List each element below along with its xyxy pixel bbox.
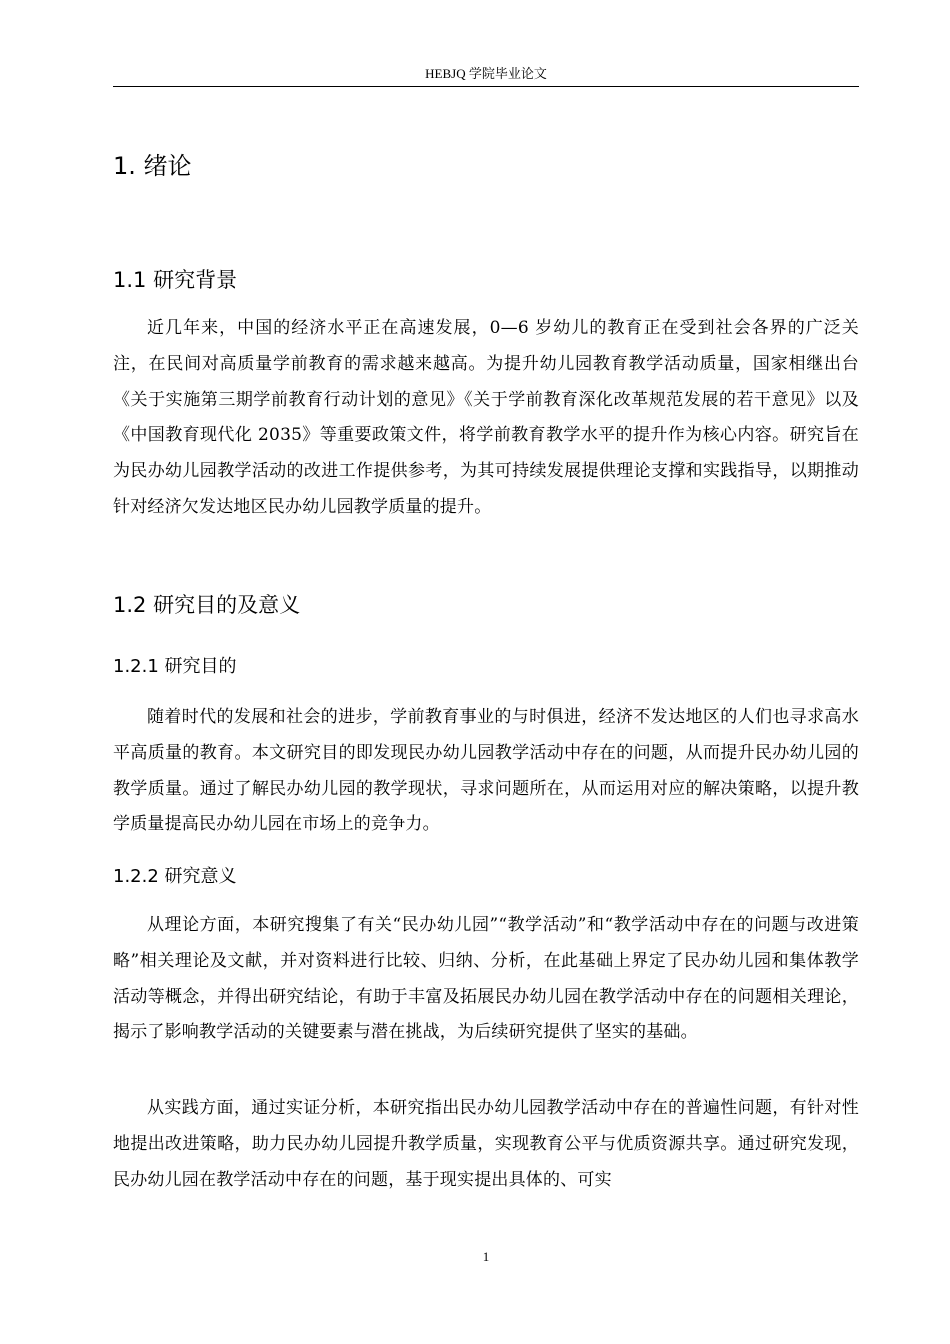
page-number: 1: [482, 1249, 490, 1264]
paragraph-research-purpose: 随着时代的发展和社会的进步，学前教育事业的与时俱进，经济不发达地区的人们也寻求高水平高质量的教育。本文研究目的即发现民办幼儿园教学活动中存在的问题，从而提升民办幼儿园的教学质量。通过了解民办幼儿园的教学现状，寻求问题所在，从而运用对应的解决策略，以提升教学质量提高民办幼儿园在市场上的竞争力。: [113, 707, 859, 835]
paragraph-research-background: 近几年来，中国的经济水平正在高速发展，0—6 岁幼儿的教育正在受到社会各界的广泛关注，在民间对高质量学前教育的需求越来越高。为提升幼儿园教育教学活动质量，国家相继出台《关于实施第三期学前教育行动计划的意见》《关于学前教育深化改革规范发展的若干意见》以及《中国教育现代化 2035》等重要政策文件，将学前教育教学水平的提升作为核心内容。研究旨在为民办幼儿园教学活动的改进工作提供参考，为其可持续发展提供理论支撑和实践指导，以期推动针对经济欠发达地区民办幼儿园教学质量的提升。: [113, 318, 859, 517]
paragraph-theoretical-significance: 从理论方面，本研究搜集了有关“民办幼儿园”“教学活动”和“教学活动中存在的问题与改进策略”相关理论及文献，并对资料进行比较、归纳、分析，在此基础上界定了民办幼儿园和集体教学活动等概念，并得出研究结论，有助于丰富及拓展民办幼儿园在教学活动中存在的问题相关理论，揭示了影响教学活动的关键要素与潜在挑战，为后续研究提供了坚实的基础。: [113, 915, 859, 1043]
header-divider: [113, 86, 859, 87]
paragraph-practical-significance: 从实践方面，通过实证分析，本研究指出民办幼儿园教学活动中存在的普遍性问题，有针对性地提出改进策略，助力民办幼儿园提升教学质量，实现教育公平与优质资源共享。通过研究发现，民办幼儿园在教学活动中存在的问题，基于现实提出具体的、可实: [113, 1098, 859, 1190]
section-heading-1-1: 1.1 研究背景: [113, 268, 238, 292]
running-header: HEBJQ 学院毕业论文: [425, 66, 547, 81]
section-heading-1-2: 1.2 研究目的及意义: [113, 593, 301, 617]
chapter-title: 1. 绪论: [113, 152, 192, 180]
subsection-heading-1-2-1: 1.2.1 研究目的: [113, 656, 237, 677]
subsection-heading-1-2-2: 1.2.2 研究意义: [113, 866, 237, 887]
